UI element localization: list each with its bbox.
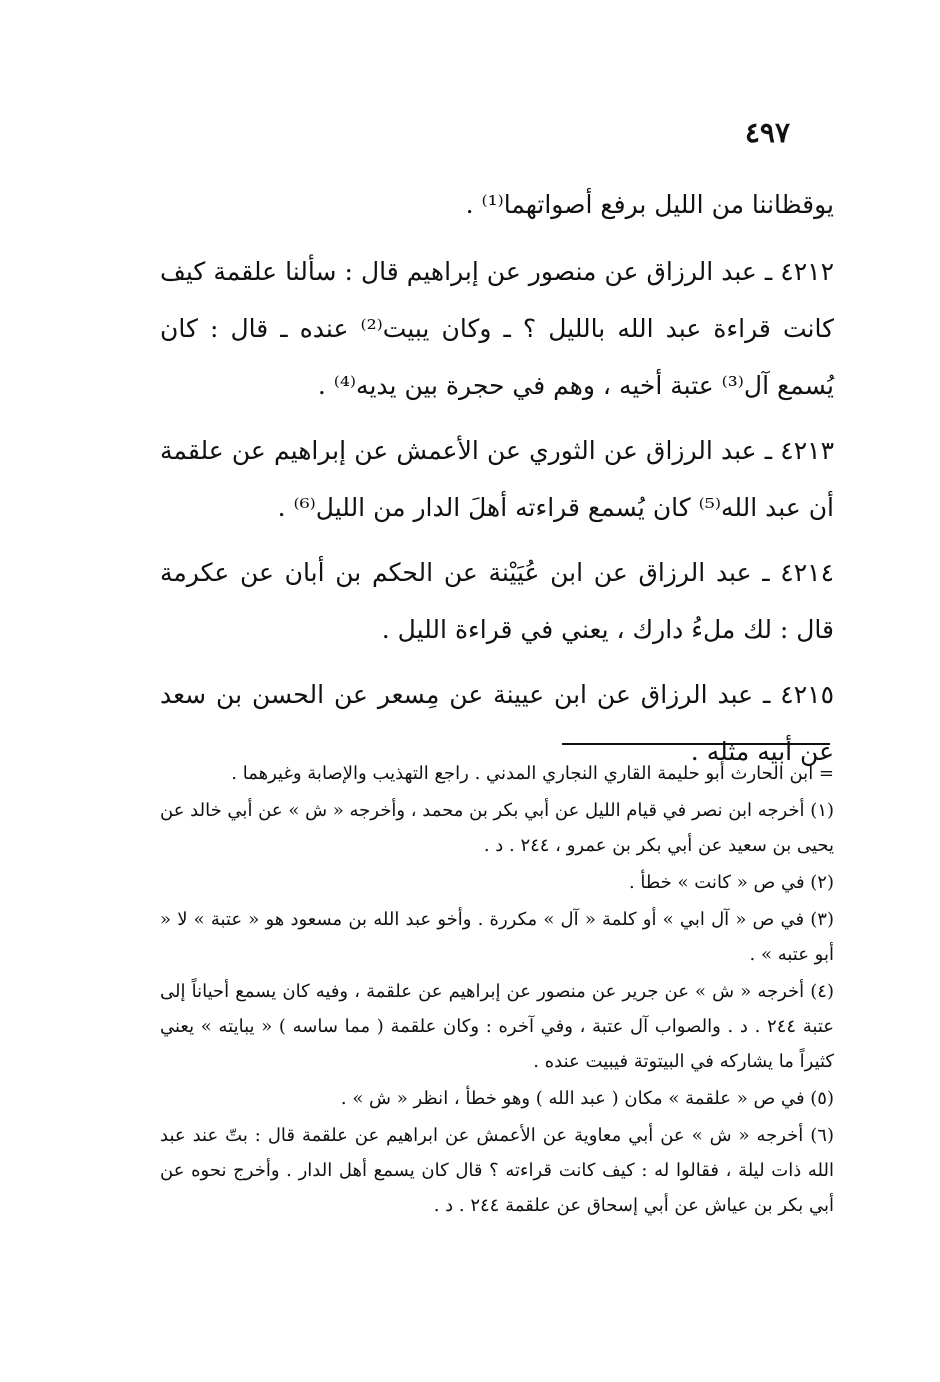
main-text <box>160 176 834 788</box>
hadith-4212: ٤٢١٢ ـ عبد الرزاق عن منصور عن إبراهيم قال : سألنا علقمة كيف كانت قراءة عبد الله بالليل ؟ ـ وكان يبيت⁽²⁾ عنده ـ قال : كان يُسمع آل⁽³⁾ عتبة أخيه ، وهم في حجرة بين يديه⁽⁴⁾ . <box>160 257 834 400</box>
hadith-4214: ٤٢١٤ ـ عبد الرزاق عن ابن عُيَيْنة عن الحكم بن أبان عن عكرمة قال : لك ملءُ دارك ، يعني في قراءة الليل . <box>160 558 834 644</box>
footnote-2: (٢) في ص « كانت » خطأ . <box>628 872 834 893</box>
page-number: ٤٩٧ <box>744 116 790 149</box>
hadith-4213: ٤٢١٣ ـ عبد الرزاق عن الثوري عن الأعمش عن إبراهيم عن علقمة أن عبد الله⁽⁵⁾ كان يُسمع قراءته أهلَ الدار من الليل⁽⁶⁾ . <box>160 436 834 522</box>
footnote-1: (١) أخرجه ابن نصر في قيام الليل عن أبي بكر بن محمد ، وأخرجه « ش » عن أبي خالد عن يحيى بن سعيد عن أبي بكر بن عمرو ، ٢٤٤ . د . <box>160 800 835 856</box>
footnote-6: (٦) أخرجه « ش » عن أبي معاوية عن الأعمش عن ابراهيم عن علقمة قال : بتّ عند عبد الله ذات ليلة ، فقالوا له : كيف كانت قراءته ؟ قال كان يسمع أهل الدار . وأخرج نحوه عن أبي بكر بن عياش عن أبي إسحاق عن علقمة ٢٤٤ . د . <box>160 1125 834 1216</box>
hadith-4215: ٤٢١٥ ـ عبد الرزاق عن ابن عيينة عن مِسعر عن الحسن بن سعد عن أبيه مثله . <box>160 680 834 766</box>
footnotes <box>160 756 834 1225</box>
footnote-3: (٣) في ص « آل ابي » أو كلمة « آل » مكررة . وأخو عبد الله بن مسعود هو « عتبة » لا « أبو عتبه » . <box>160 909 834 965</box>
footnote-4: (٤) أخرجه « ش » عن جرير عن منصور عن إبراهيم عن علقمة ، وفيه كان يسمع أحياناً إلى عتبة ٢٤٤ . د . والصواب آل عتبة ، وفي آخره : وكان علقمة ( مما ساسه ) « يبايته » يعني كثيراً ما يشاركه في البيتوتة فيبيت عنده . <box>160 981 835 1072</box>
main-paragraph-continuation: يوقظاننا من الليل برفع أصواتهما⁽¹⁾ . <box>465 190 834 219</box>
footnote-continuation: = ابن الحارث أبو حليمة القاري النجاري المدني . راجع التهذيب والإصابة وغيرهما . <box>231 763 834 784</box>
footnote-5: (٥) في ص « علقمة » مكان ( عبد الله ) وهو خطأ ، انظر « ش » . <box>340 1088 834 1109</box>
footnote-divider <box>562 743 830 745</box>
